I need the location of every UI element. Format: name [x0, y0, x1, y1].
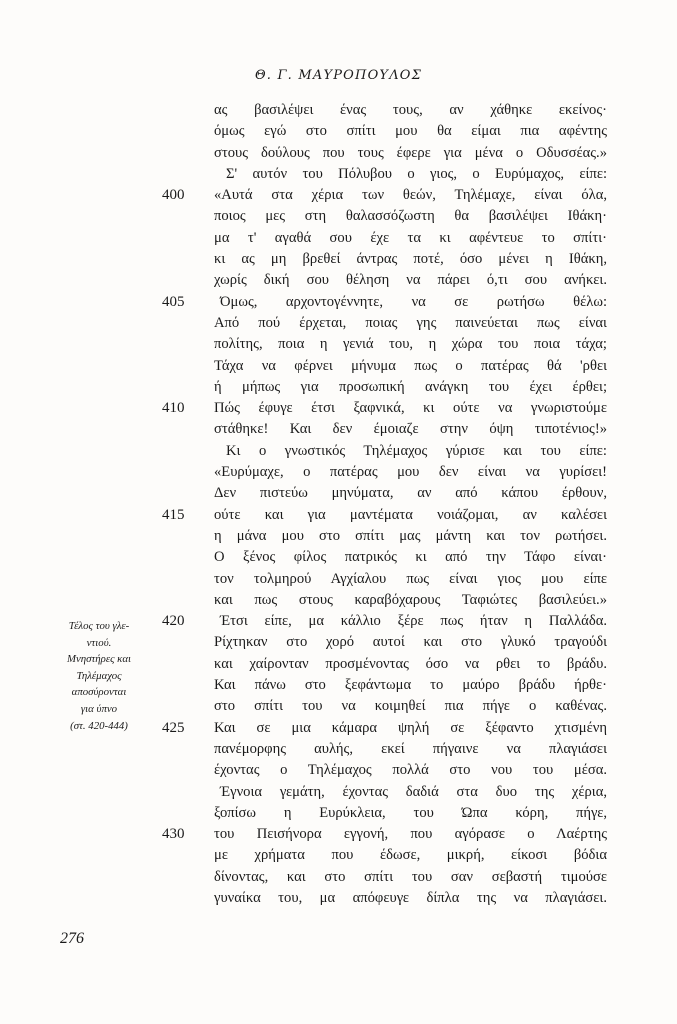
margin-note-line: Τέλος του γλε-: [68, 620, 130, 632]
verse-text: και χαίρονταν προσμένοντας όσο να ρθει το βράδυ.: [214, 655, 607, 672]
verse-text: στάθηκε! Και δεν έμοιαζε στην όψη τιποτένιος!»: [214, 421, 607, 438]
verse-text: χωρίς δική σου θέληση να πάρει ό,τι σου ανήκει.: [214, 272, 607, 289]
verse-text: «Αυτά στα χέρια των θεών, Τηλέμαχε, είναι όλα,: [214, 187, 607, 204]
verse-line: [162, 824, 607, 845]
verse-text: ας βασιλέψει ένας τους, αν χάθηκε εκείνος·: [214, 102, 607, 118]
verse-text: Πώς έφυγε έτσι ξαφνικά, κι ούτε να γνωριστούμε: [214, 400, 607, 417]
verse-text: «Ευρύμαχε, ο πατέρας μου δεν είναι να γυρίσει!: [214, 464, 607, 481]
verse-text: Τάχα να φέρνει μήνυμα πως ο πατέρας θά 'ρθει: [214, 357, 607, 374]
verse-line: [162, 462, 607, 483]
verse-line: [162, 611, 607, 632]
verse-line: [162, 419, 607, 440]
margin-note-line: για ύπνο: [80, 702, 118, 715]
verse-line: [162, 143, 607, 164]
verse-line: [162, 590, 607, 611]
verse-line: [162, 228, 607, 249]
verse-text: πανέμορφης αυλής, εκεί πήγαινε να πλαγιάσει: [214, 740, 607, 757]
line-number: 425: [162, 719, 185, 736]
verse-text: με χρήματα που έδωσε, μικρή, είκοσι βόδια: [214, 847, 607, 864]
verse-text: ή μήπως για προσωπική ανάγκη του έχει έρθει;: [214, 378, 607, 395]
verse-line: [162, 121, 607, 142]
margin-note-line: Τηλέμαχος: [76, 669, 122, 682]
verse-text: Όμως, αρχοντογέννητε, να σε ρωτήσω θέλω:: [220, 293, 607, 310]
verse-text: Και πάνω στο ξεφάντωμα το μαύρο βράδυ ήρθε·: [214, 677, 607, 694]
verse-text: τον τολμηρού Αγχίαλου πως είναι γιος μου είπε: [214, 570, 607, 587]
verse-text: Έγνοια γεμάτη, έχοντας δαδιά στα δυο της χέρια,: [220, 783, 607, 800]
verse-text: ποιος μες στη θαλασσόζωστη θα βασιλέψει Ιθάκη·: [214, 208, 607, 225]
verse-text: Έτσι είπε, μα κάλλιο ξέρε πως ήταν η Παλλάδα.: [220, 613, 607, 630]
line-number: 415: [162, 506, 185, 523]
verse-line: [162, 867, 607, 888]
verse-line: [162, 356, 607, 377]
page-number: 276: [60, 930, 84, 947]
margin-note-line: Μνηστήρες και: [66, 653, 132, 666]
verse-line: [162, 760, 607, 781]
verse-line: [162, 483, 607, 504]
margin-note: [48, 618, 150, 734]
verse-text: στους δούλους που τους έφερε για μένα ο Οδυσσέας.»: [214, 144, 607, 161]
verse-text: πολίτης, ποια η γενιά του, η χώρα του ποια τάχα;: [214, 336, 607, 353]
verse-line: [162, 654, 607, 675]
margin-note-line: ντιού.: [86, 636, 112, 649]
verse-line: [162, 270, 607, 291]
margin-note-line: (στ. 420-444): [70, 719, 128, 732]
verse-text: όμως εγώ στο σπίτι μου θα είμαι πια αφέντης: [214, 123, 607, 140]
verse-line: [162, 249, 607, 270]
verse-line: [162, 696, 607, 717]
line-number: 410: [162, 400, 185, 417]
verse-text: Και σε μια κάμαρα ψηλή σε ξέφαντο χτισμένη: [214, 719, 607, 736]
verse-text: η μάνα μου στο σπίτι μας μάντη και τον ρωτήσει.: [214, 527, 607, 544]
margin-note-line: αποσύρονται: [71, 686, 127, 699]
verse-text: στο σπίτι του να κοιμηθεί πια πήγε ο καθένας.: [214, 698, 607, 715]
verse-text: ξοπίσω η Ευρύκλεια, του Ώπα κόρη, πήγε,: [214, 804, 607, 821]
verse-line: [162, 164, 607, 185]
line-number: 405: [162, 293, 185, 310]
verse-text: μα τ' αγαθά σου έχε τα κι αφέντευε το σπίτι·: [214, 229, 607, 246]
verse-line: [162, 206, 607, 227]
verse-line: [162, 377, 607, 398]
verse-line: [162, 845, 607, 866]
verse-line: [162, 100, 607, 121]
line-number: 400: [162, 187, 185, 204]
verse-line: [162, 675, 607, 696]
verse-line: [162, 888, 607, 909]
verse-line: [162, 718, 607, 739]
poem-text: [162, 100, 607, 909]
verse-line: [162, 547, 607, 568]
verse-text: και πως στους καραβόχαρους Ταφιώτες βασιλεύει.»: [214, 591, 607, 608]
verse-line: [162, 441, 607, 462]
verse-line: [162, 803, 607, 824]
verse-line: [162, 782, 607, 803]
line-number: 420: [162, 613, 185, 630]
verse-text: Σ' αυτόν του Πόλυβου ο γιος, ο Ευρύμαχος, είπε:: [226, 165, 607, 182]
verse-line: [162, 632, 607, 653]
verse-text: κι ας μη βρεθεί άντρας ποτέ, όσο μένει η Ιθάκη,: [214, 251, 607, 268]
verse-text: Από πού έρχεται, ποιας γης παινεύεται πως είναι: [214, 314, 607, 331]
line-number: 430: [162, 826, 185, 843]
verse-line: [162, 739, 607, 760]
verse-line: [162, 334, 607, 355]
verse-line: [162, 292, 607, 313]
verse-line: [162, 313, 607, 334]
running-header: Θ. Γ. ΜΑΥΡΟΠΟΥΛΟΣ: [254, 68, 423, 83]
verse-line: [162, 569, 607, 590]
verse-line: [162, 505, 607, 526]
verse-line: [162, 526, 607, 547]
verse-text: Δεν πιστεύω μηνύματα, αν από κάπου έρθουν,: [214, 485, 607, 502]
verse-text: δίνοντας, και στο σπίτι του σαν σεβαστή τιμούσε: [214, 868, 607, 885]
verse-text: Κι ο γνωστικός Τηλέμαχος γύρισε και του είπε:: [226, 442, 607, 459]
verse-text: του Πεισήνορα εγγονή, που αγόρασε ο Λαέρτης: [214, 826, 607, 843]
verse-line: [162, 398, 607, 419]
verse-text: ούτε και για μαντέματα νοιάζομαι, αν καλέσει: [214, 506, 607, 523]
verse-text: γυναίκα του, μα απόφευγε δίπλα της να πλαγιάσει.: [214, 889, 607, 906]
verse-text: Ο ξένος φίλος πατρικός κι από την Τάφο είναι·: [214, 549, 607, 566]
verse-line: [162, 185, 607, 206]
verse-text: έχοντας ο Τηλέμαχος πολλά στο νου του μέσα.: [214, 762, 607, 779]
verse-text: Ρίχτηκαν στο χορό αυτοί και στο γλυκό τραγούδι: [214, 634, 607, 651]
